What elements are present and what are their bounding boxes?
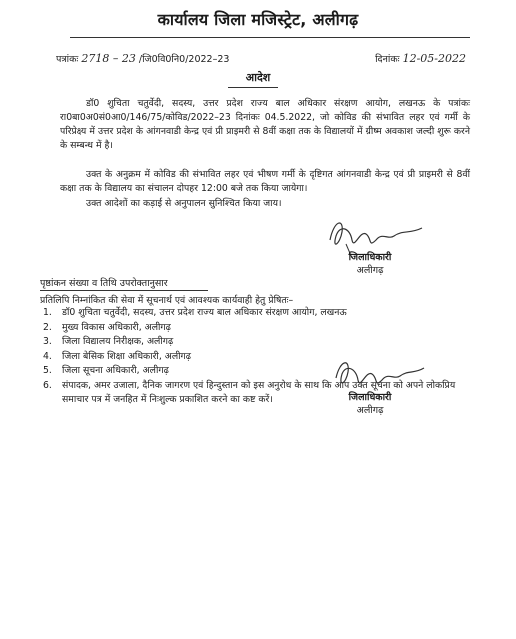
letter-number-label: पत्रांकः [56, 54, 79, 65]
letter-number [56, 52, 229, 65]
signatory-place: अलीगढ़ [356, 265, 384, 276]
list-item: 1. डॉ0 शुचिता चतुर्वेदी, सदस्य, उत्तर प्रदेश राज्य बाल अधिकार संरक्षण आयोग, लखनऊ [43, 307, 347, 318]
signature-block-1 [330, 250, 410, 276]
endorsement-underline [40, 290, 208, 291]
list-item: 5. जिला सूचना अधिकारी, अलीगढ़ [43, 365, 169, 376]
endorsement-heading: पृष्ठांकन संख्या व तिथि उपरोक्तानुसार [40, 278, 168, 289]
letter-date [375, 52, 466, 65]
signature-block-2 [330, 390, 410, 416]
signatory-place: अलीगढ़ [356, 405, 384, 416]
letter-number-handwritten: 2718 – 23 [81, 52, 136, 65]
list-item: 6. संपादक, अमर उजाला, दैनिक जागरण एवं हिन्दुस्तान को इस अनुरोध के साथ कि आप उक्त सूचना को अपने लोकप्रिय समाचार पत्र में जनहित में निःशुल्क प्रकाशित करने का कष्ट करें। [43, 379, 456, 405]
list-item: 4. जिला बेसिक शिक्षा अधिकारी, अलीगढ़ [43, 350, 192, 362]
copy-forwarded-text: प्रतिलिपि निम्नांकित की सेवा में सूचनार्थ एवं आवश्यक कार्यवाही हेतु प्रेषितः– [40, 295, 294, 306]
order-paragraph-1: डॉ0 शुचिता चतुर्वेदी, सदस्य, उत्तर प्रदेश राज्य बाल अधिकार संरक्षण आयोग, लखनऊ के पत्रांकः रा0बा0अ0सं0आ0/146/75/कोविड/2022–23 दिनांकः 04.5.2022, जो कोविड की संभावित लहर एवं गर्मी के परिप्रेक्ष्य में उत्तर प्रदेश के आंगनवाडी केन्द्र एवं प्री प्राइमरी से 8वीं कक्षा तक के विद्यालयों में ग्रीष्म अवकाश जल्दी शुरू करने के सम्बन्ध में है। [60, 98, 470, 151]
order-heading: आदेश [245, 71, 271, 84]
date-label: दिनांकः [375, 54, 400, 65]
order-heading-underline [228, 87, 278, 88]
order-paragraph-3: उक्त आदेशों का कड़ाई से अनुपालन सुनिश्चित किया जाय। [86, 198, 282, 209]
signatory-title: जिलाधिकारी [348, 252, 392, 263]
order-paragraph-2: उक्त के अनुक्रम में कोविड की संभावित लहर एवं भीषण गर्मी के दृष्टिगत आंगनवाडी केन्द्र एवं प्री प्राइमरी से 8वीं कक्षा तक के विद्यालय का संचालन दोपहर 12:00 बजे तक किया जायेगा। [60, 169, 470, 194]
list-item: 3. जिला विद्यालय निरीक्षक, अलीगढ़ [43, 336, 174, 347]
date-handwritten: 12-05-2022 [402, 52, 466, 65]
signatory-title: जिलाधिकारी [348, 392, 392, 403]
header-divider [70, 37, 470, 38]
letter-number-suffix: /जि0वि0नि0/2022–23 [138, 54, 230, 65]
list-item: 2. मुख्य विकास अधिकारी, अलीगढ़ [43, 321, 171, 333]
office-title: कार्यालय जिला मजिस्ट्रेट, अलीगढ़ [157, 10, 359, 29]
